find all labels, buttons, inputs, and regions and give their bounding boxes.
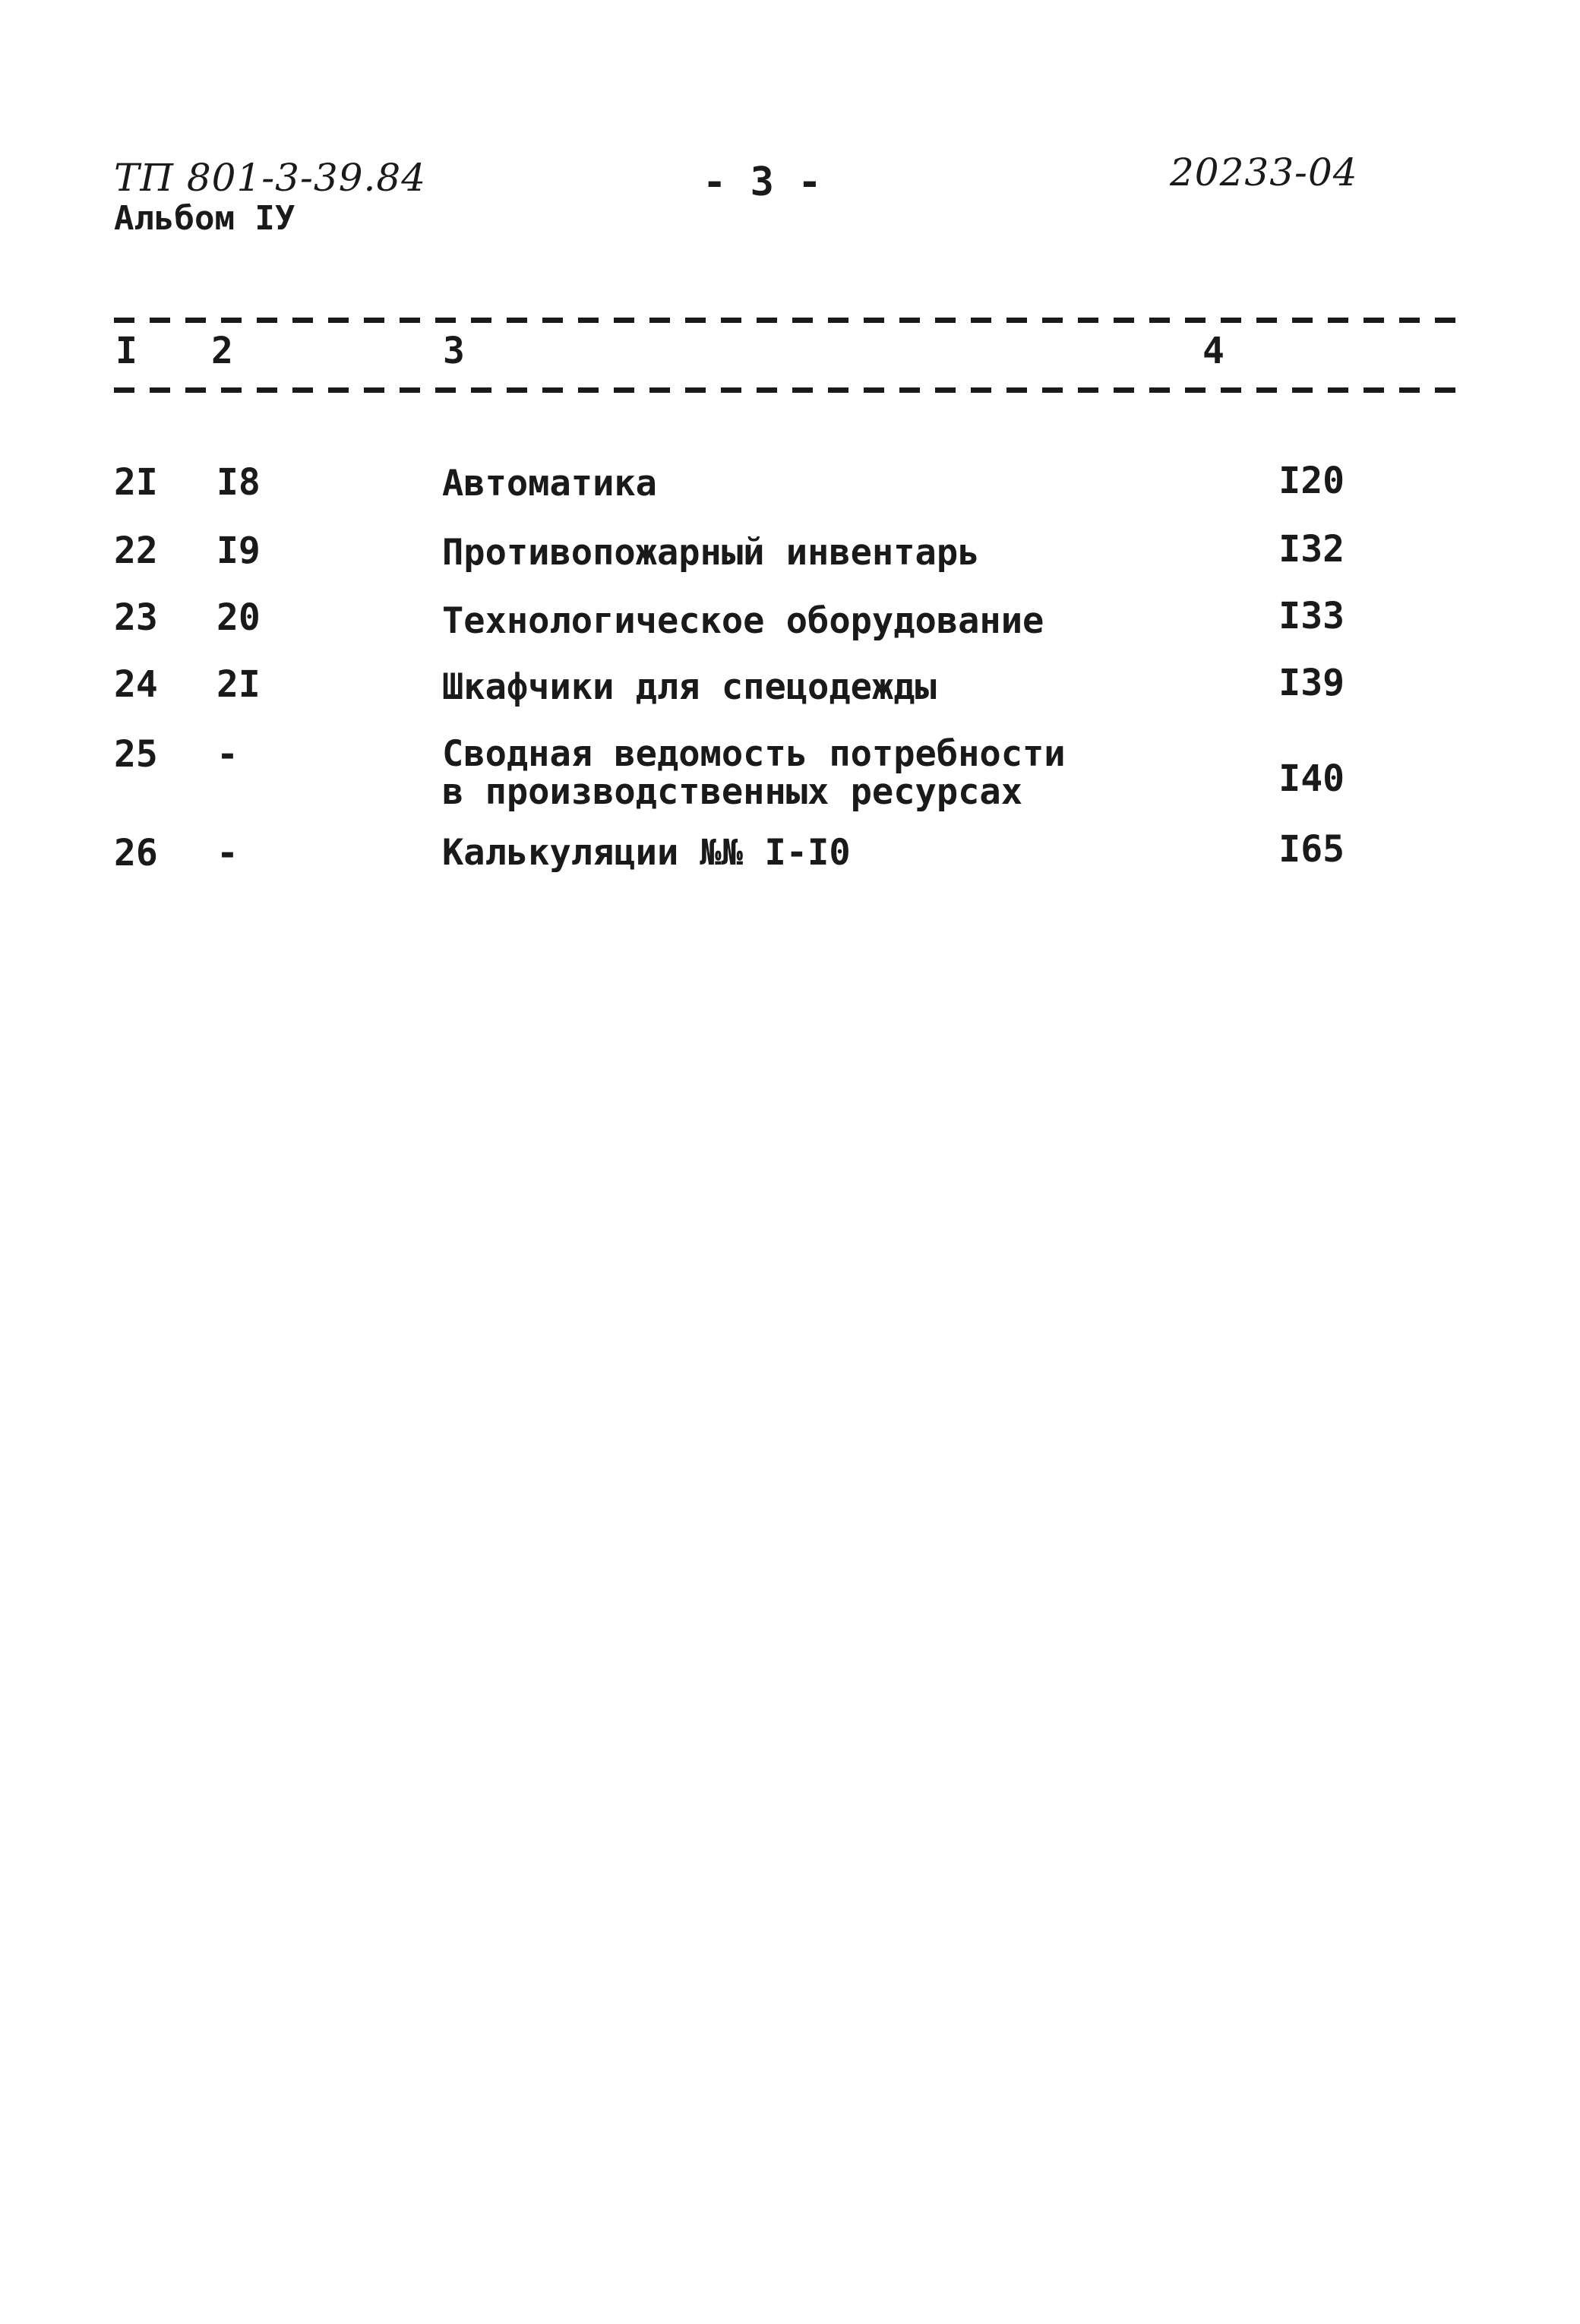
album-label: Альбом IУ bbox=[114, 199, 295, 238]
row-title: Противопожарный инвентарь bbox=[442, 532, 980, 574]
inventory-number: 20233-04 bbox=[1170, 150, 1358, 194]
column-header-1: I bbox=[115, 330, 137, 372]
table-top-rule bbox=[114, 318, 1462, 323]
row-page: I32 bbox=[1278, 528, 1345, 571]
row-number: 22 bbox=[114, 530, 158, 572]
row-section: - bbox=[216, 832, 239, 874]
row-section: I9 bbox=[216, 530, 261, 572]
document-code: ТП 801-3-39.84 bbox=[114, 156, 427, 200]
row-number: 2I bbox=[114, 461, 158, 504]
row-title-line-1: Сводная ведомость потребности bbox=[442, 733, 1066, 775]
row-page: I33 bbox=[1278, 595, 1345, 637]
column-header-3: 3 bbox=[443, 330, 465, 372]
column-header-2: 2 bbox=[211, 330, 233, 372]
row-number: 23 bbox=[114, 596, 158, 639]
column-header-4: 4 bbox=[1202, 330, 1224, 372]
row-title: Технологическое оборудование bbox=[442, 600, 1044, 642]
row-section: - bbox=[216, 733, 239, 776]
row-page: I20 bbox=[1278, 460, 1345, 502]
table-header-rule bbox=[114, 387, 1462, 393]
row-page: I40 bbox=[1278, 757, 1345, 800]
row-title bbox=[442, 735, 1066, 811]
row-title: Автоматика bbox=[442, 463, 657, 504]
row-title: Калькуляции №№ I-I0 bbox=[442, 832, 851, 874]
row-title-line-2: в производственных ресурсах bbox=[442, 771, 1023, 813]
row-number: 25 bbox=[114, 733, 158, 776]
row-page: I39 bbox=[1278, 662, 1345, 704]
row-title: Шкафчики для спецодежды bbox=[442, 666, 937, 708]
page-number: - 3 - bbox=[703, 160, 822, 205]
row-number: 26 bbox=[114, 832, 158, 874]
row-section: 20 bbox=[216, 596, 261, 639]
row-number: 24 bbox=[114, 663, 158, 706]
row-section: 2I bbox=[216, 663, 261, 706]
row-section: I8 bbox=[216, 461, 261, 504]
row-page: I65 bbox=[1278, 828, 1345, 871]
